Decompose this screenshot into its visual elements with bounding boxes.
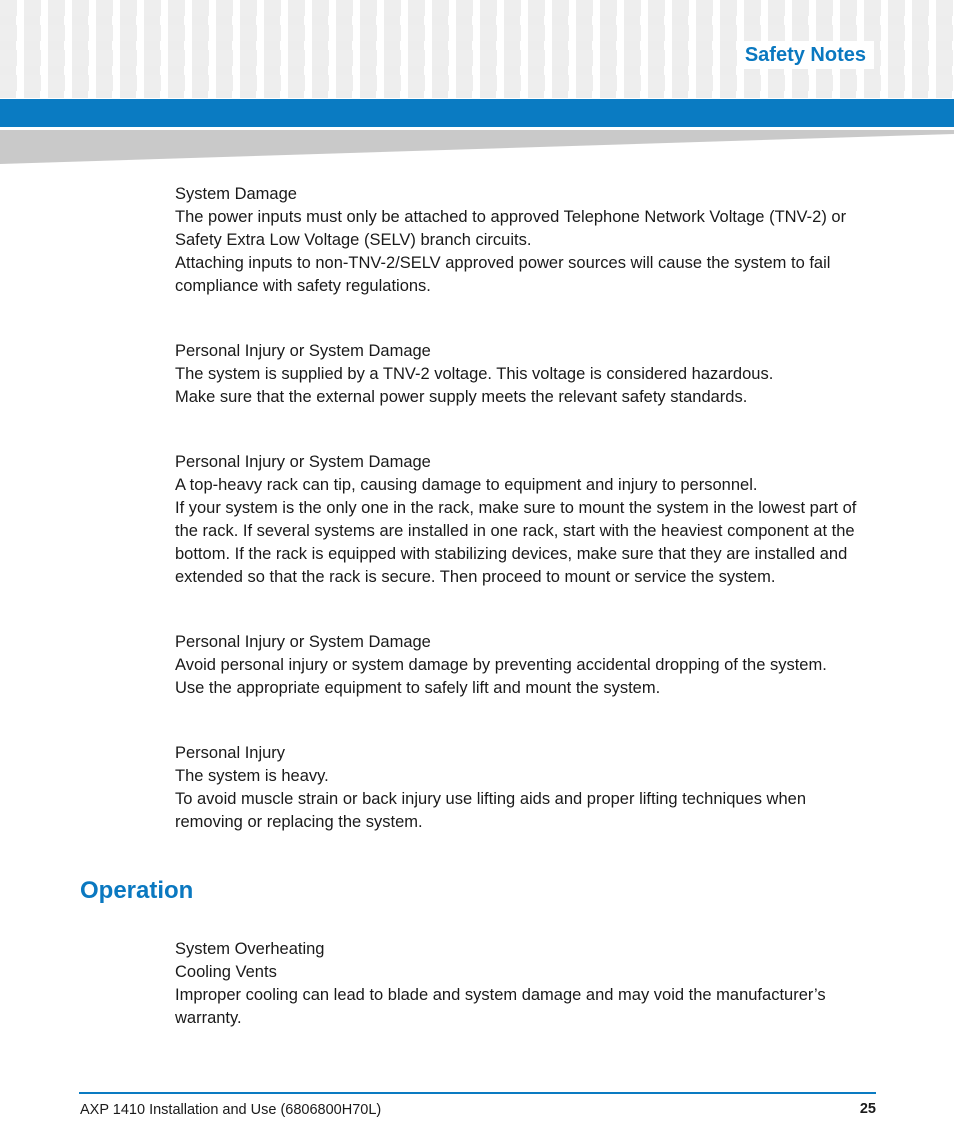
note-heavy-system xyxy=(175,742,875,834)
note-text: extended so that the rack is secure. Then proceed to mount or service the system. xyxy=(175,568,776,586)
note-text: Attaching inputs to non-TNV-2/SELV approved power sources will cause the system to fail xyxy=(175,254,831,272)
section-title-operation: Operation xyxy=(80,877,194,904)
note-text: A top-heavy rack can tip, causing damage to equipment and injury to personnel. xyxy=(175,476,758,494)
safety-notes-content xyxy=(175,183,875,876)
footer-rule xyxy=(79,1092,876,1094)
note-text: Use the appropriate equipment to safely lift and mount the system. xyxy=(175,679,661,697)
note-text: The system is supplied by a TNV-2 voltage. This voltage is considered hazardous. xyxy=(175,365,774,383)
note-text: The power inputs must only be attached to approved Telephone Network Voltage (TNV-2) or xyxy=(175,208,847,226)
note-text: The system is heavy. xyxy=(175,767,329,785)
note-heading: Personal Injury or System Damage xyxy=(175,633,431,651)
footer-document-title: AXP 1410 Installation and Use (6806800H70L) xyxy=(80,1102,382,1118)
note-accidental-drop xyxy=(175,631,875,700)
note-text: Avoid personal injury or system damage by preventing accidental dropping of the system. xyxy=(175,656,827,674)
note-text: compliance with safety regulations. xyxy=(175,277,431,295)
note-text: Improper cooling can lead to blade and system damage and may void the manufacturer’s xyxy=(175,986,826,1004)
header-gray-wedge xyxy=(0,130,954,164)
note-subheading: Cooling Vents xyxy=(175,963,277,981)
note-text: the rack. If several systems are installed in one rack, start with the heaviest component at the xyxy=(175,522,855,540)
note-text: bottom. If the rack is equipped with stabilizing devices, make sure that they are installed and xyxy=(175,545,848,563)
footer-page-number: 25 xyxy=(859,1101,876,1117)
note-heading: System Damage xyxy=(175,185,297,203)
note-text: removing or replacing the system. xyxy=(175,813,423,831)
note-text: To avoid muscle strain or back injury use lifting aids and proper lifting techniques when xyxy=(175,790,807,808)
note-heading: Personal Injury or System Damage xyxy=(175,453,431,471)
note-heading: Personal Injury or System Damage xyxy=(175,342,431,360)
operation-content xyxy=(175,938,875,1072)
note-text: warranty. xyxy=(175,1009,242,1027)
note-top-heavy-rack xyxy=(175,451,875,589)
header-blue-bar xyxy=(0,99,954,127)
running-header-title: Safety Notes xyxy=(737,41,874,69)
note-text: Make sure that the external power supply meets the relevant safety standards. xyxy=(175,388,748,406)
note-system-damage-tnv xyxy=(175,183,875,298)
note-text: Safety Extra Low Voltage (SELV) branch circuits. xyxy=(175,231,532,249)
note-heading: System Overheating xyxy=(175,940,325,958)
note-system-overheating xyxy=(175,938,875,1030)
note-text: If your system is the only one in the rack, make sure to mount the system in the lowest part of xyxy=(175,499,857,517)
note-tnv-hazard xyxy=(175,340,875,409)
note-heading: Personal Injury xyxy=(175,744,286,762)
